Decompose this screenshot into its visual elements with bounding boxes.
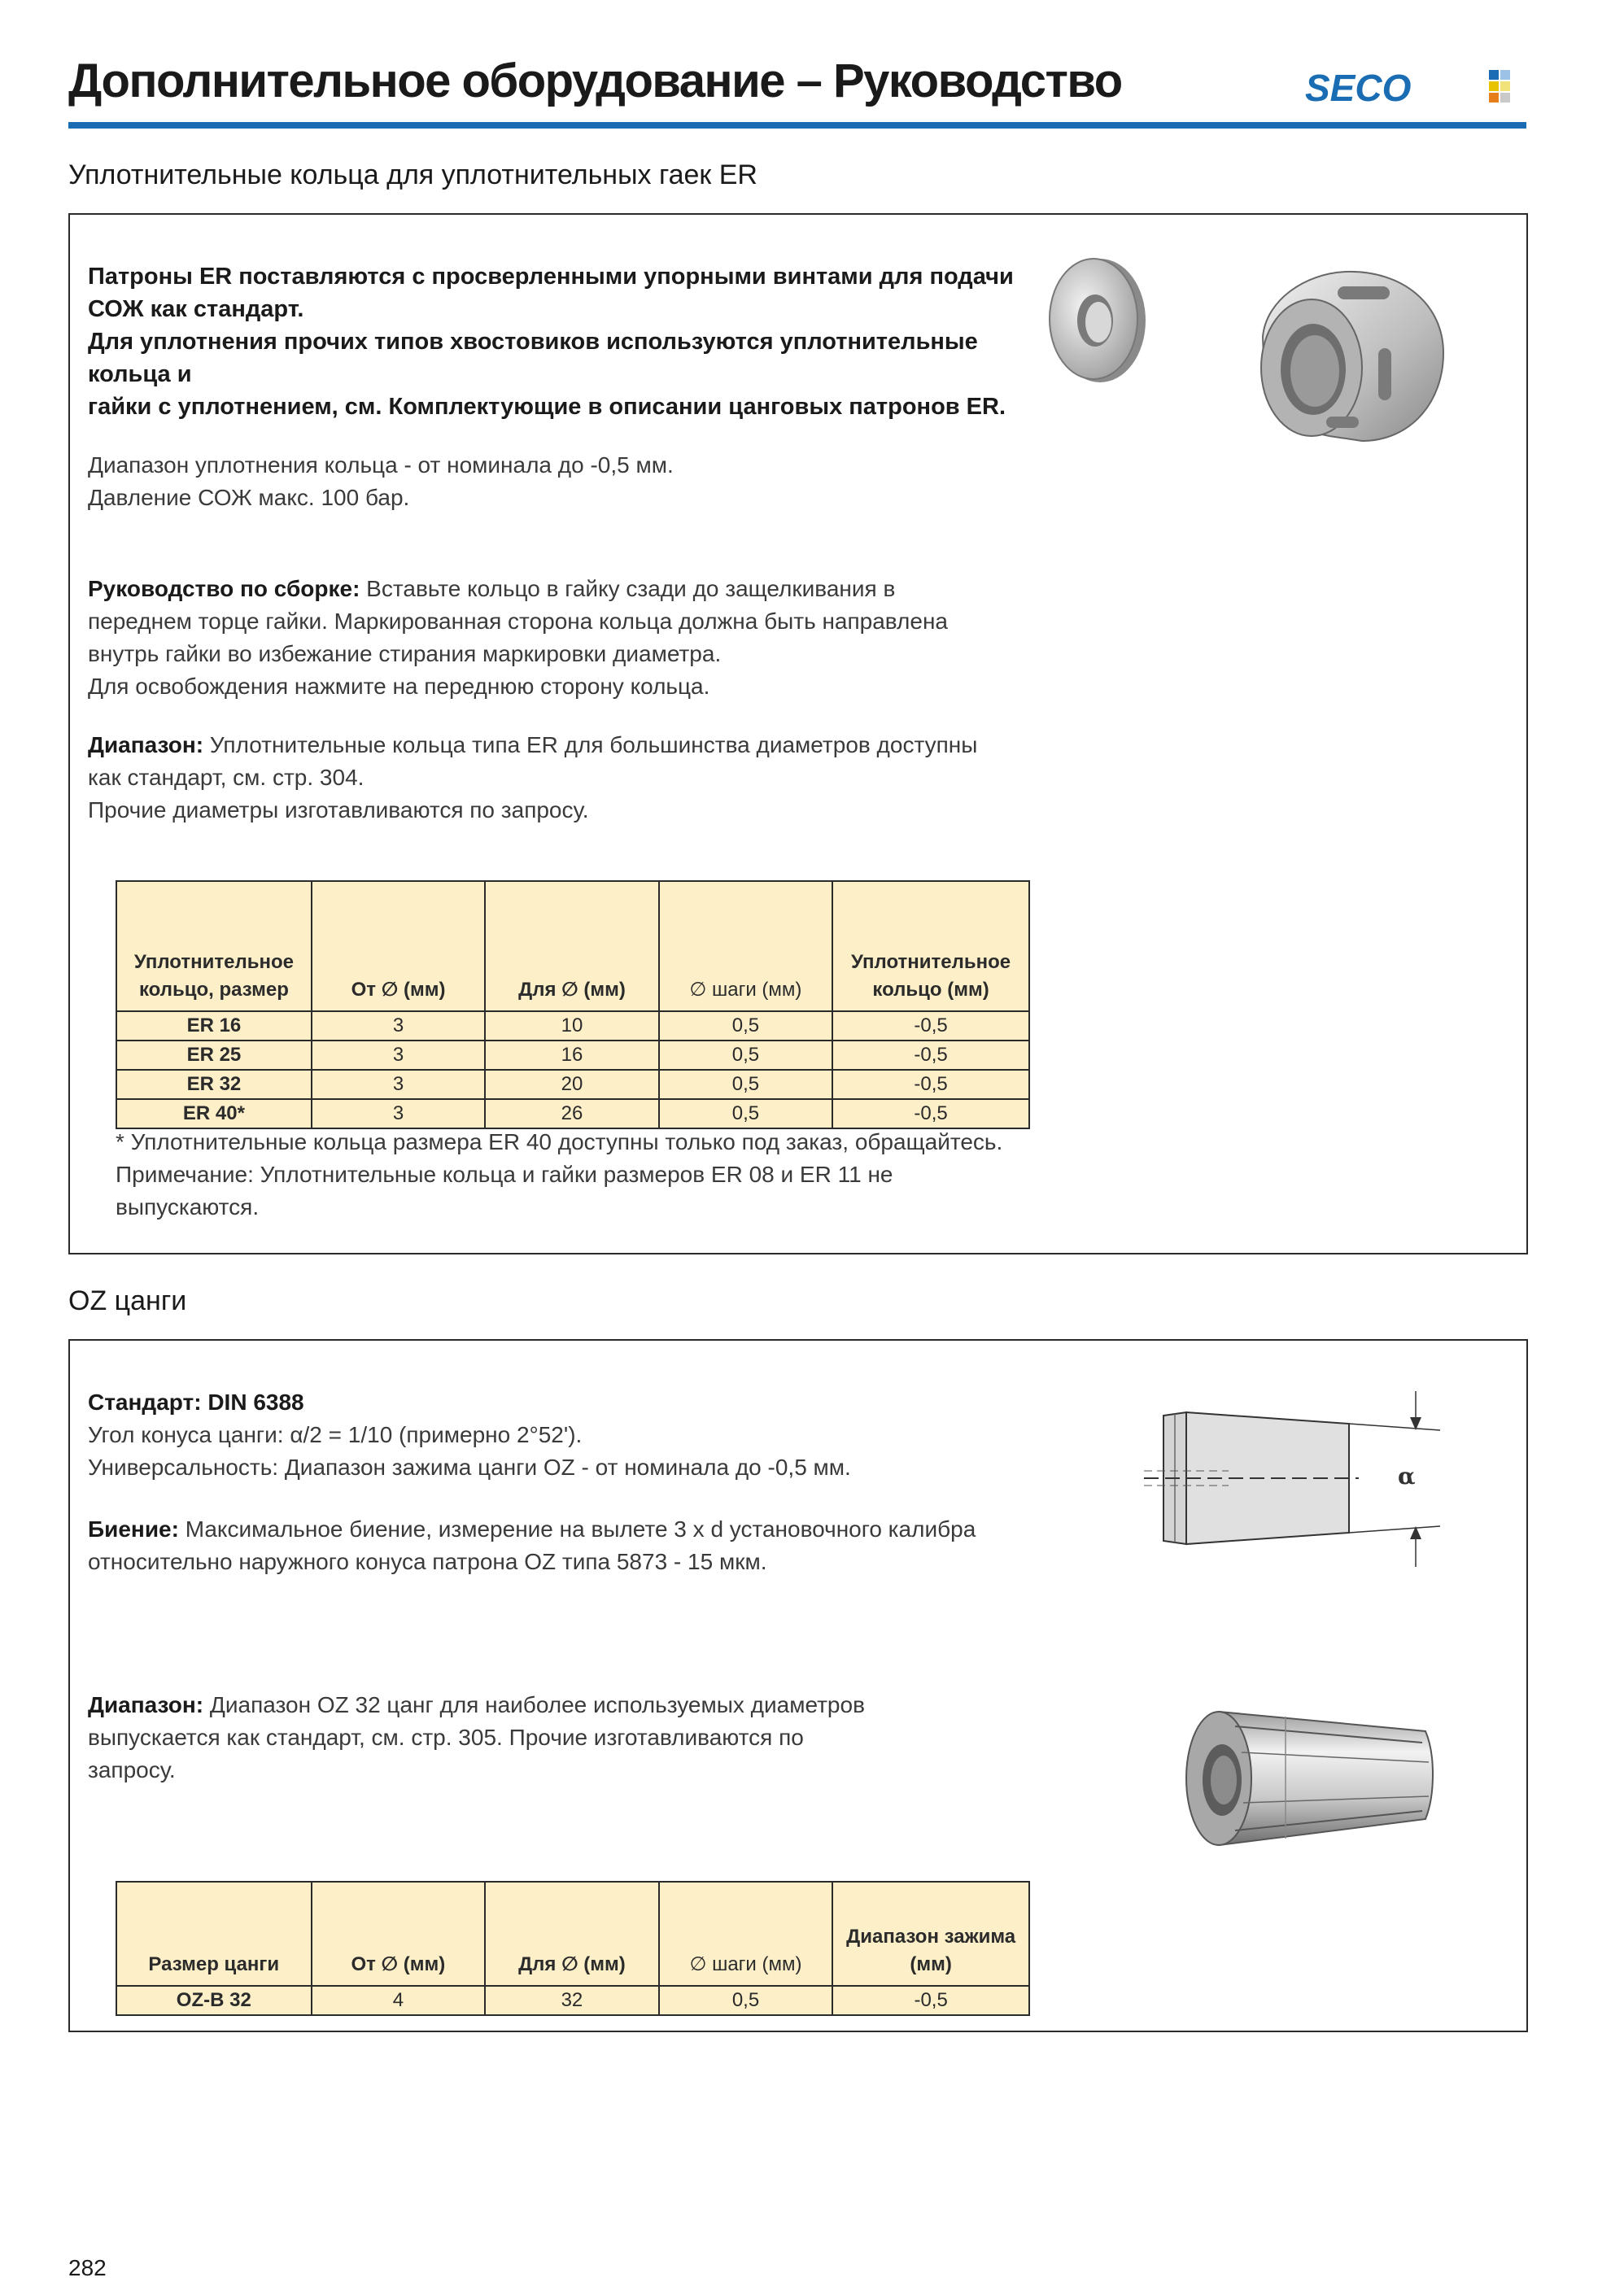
sealing-ring-image [1045,254,1150,384]
oz-standard: Стандарт: DIN 6388 Угол конуса цанги: α/2 = 1/10 (примерно 2°52'). Универсальность: Диапазон зажима цанги OZ - от номинала до -0,5 мм. [88,1390,851,1480]
sealing-rings-footnote: * Уплотнительные кольца размера ER 40 доступны только под заказ, обращайтесь. Примечание: Уплотнительные кольца и гайки размеров ER 08 и ER 11 не выпускаются. [116,1129,1003,1219]
sealing-rings-range: Диапазон: Уплотнительные кольца типа ER для большинства диаметров доступны как стандарт, см. стр. 304. Прочие диаметры изготавливаются по запросу. [88,732,978,822]
sealing-rings-table [116,880,1030,1129]
page-title: Дополнительное оборудование – Руководство [68,55,1122,107]
table-row: ER 40* 3 26 0,5 -0,5 [116,1099,1029,1128]
table-row: ER 16 3 10 0,5 -0,5 [116,1011,1029,1041]
table-row: OZ-B 32 4 32 0,5 -0,5 [116,1986,1029,2015]
logo-text: SECO [1305,68,1412,106]
oz-runout: Биение: Максимальное биение, измерение на вылете 3 x d установочного калибра относительно наружного конуса патрона OZ типа 5873 - 15 мкм. [88,1516,976,1574]
table-header-row [116,881,1029,1011]
col-header-steps: ∅ шаги (мм) [659,881,832,1011]
col-header-to: Для ∅ (мм) [485,881,658,1011]
col-header-ring: Уплотнительное кольцо (мм) [832,881,1029,1011]
col-header-collet-size: Размер цанги [116,1882,312,1986]
header-rule [68,122,1526,129]
alpha-label: α [1398,1463,1416,1490]
section-title-sealing-rings: Уплотнительные кольца для уплотнительных гаек ER [68,159,757,190]
oz-collets-table [116,1881,1030,2016]
oz-collet-taper-diagram [1139,1383,1465,1578]
section-title-oz-collets: OZ цанги [68,1285,187,1316]
assembly-instructions: Руководство по сборке: Вставьте кольцо в гайку сзади до защелкивания в переднем торце гайки. Маркированная сторона кольца должна быть направлена внутрь гайки во избежание стирания маркировки диаметра. Для освобождения нажмите на переднюю сторону кольца. [88,576,948,699]
table-row: ER 32 3 20 0,5 -0,5 [116,1070,1029,1099]
oz-collet-image [1181,1689,1442,1860]
col-header-clamp-range: Диапазон зажима (мм) [832,1882,1029,1986]
seco-logo [1305,68,1518,106]
page-number: 282 [68,2255,107,2280]
er-nut-image [1248,264,1455,447]
col-header-from: От ∅ (мм) [312,881,485,1011]
table-row: ER 25 3 16 0,5 -0,5 [116,1041,1029,1070]
col-header-steps: ∅ шаги (мм) [659,1882,833,1986]
oz-range: Диапазон: Диапазон OZ 32 цанг для наиболее используемых диаметров выпускается как стандарт, см. стр. 305. Прочие изготавливаются по запросу. [88,1692,865,1782]
sealing-rings-specs: Диапазон уплотнения кольца - от номинала до -0,5 мм. Давление СОЖ макс. 100 бар. [88,452,674,510]
col-header-to: Для ∅ (мм) [485,1882,659,1986]
col-header-from: От ∅ (мм) [312,1882,486,1986]
col-header-size: Уплотнительное кольцо, размер [116,881,312,1011]
sealing-rings-lead: Патроны ER поставляются с просверленными упорными винтами для подачи СОЖ как стандарт. Для уплотнения прочих типов хвостовиков используются уплотнительные кольца и гайки с уплотнением, см. Комплектующие в описании цанговых патронов ER. [88,264,1014,420]
table-header-row [116,1882,1029,1986]
